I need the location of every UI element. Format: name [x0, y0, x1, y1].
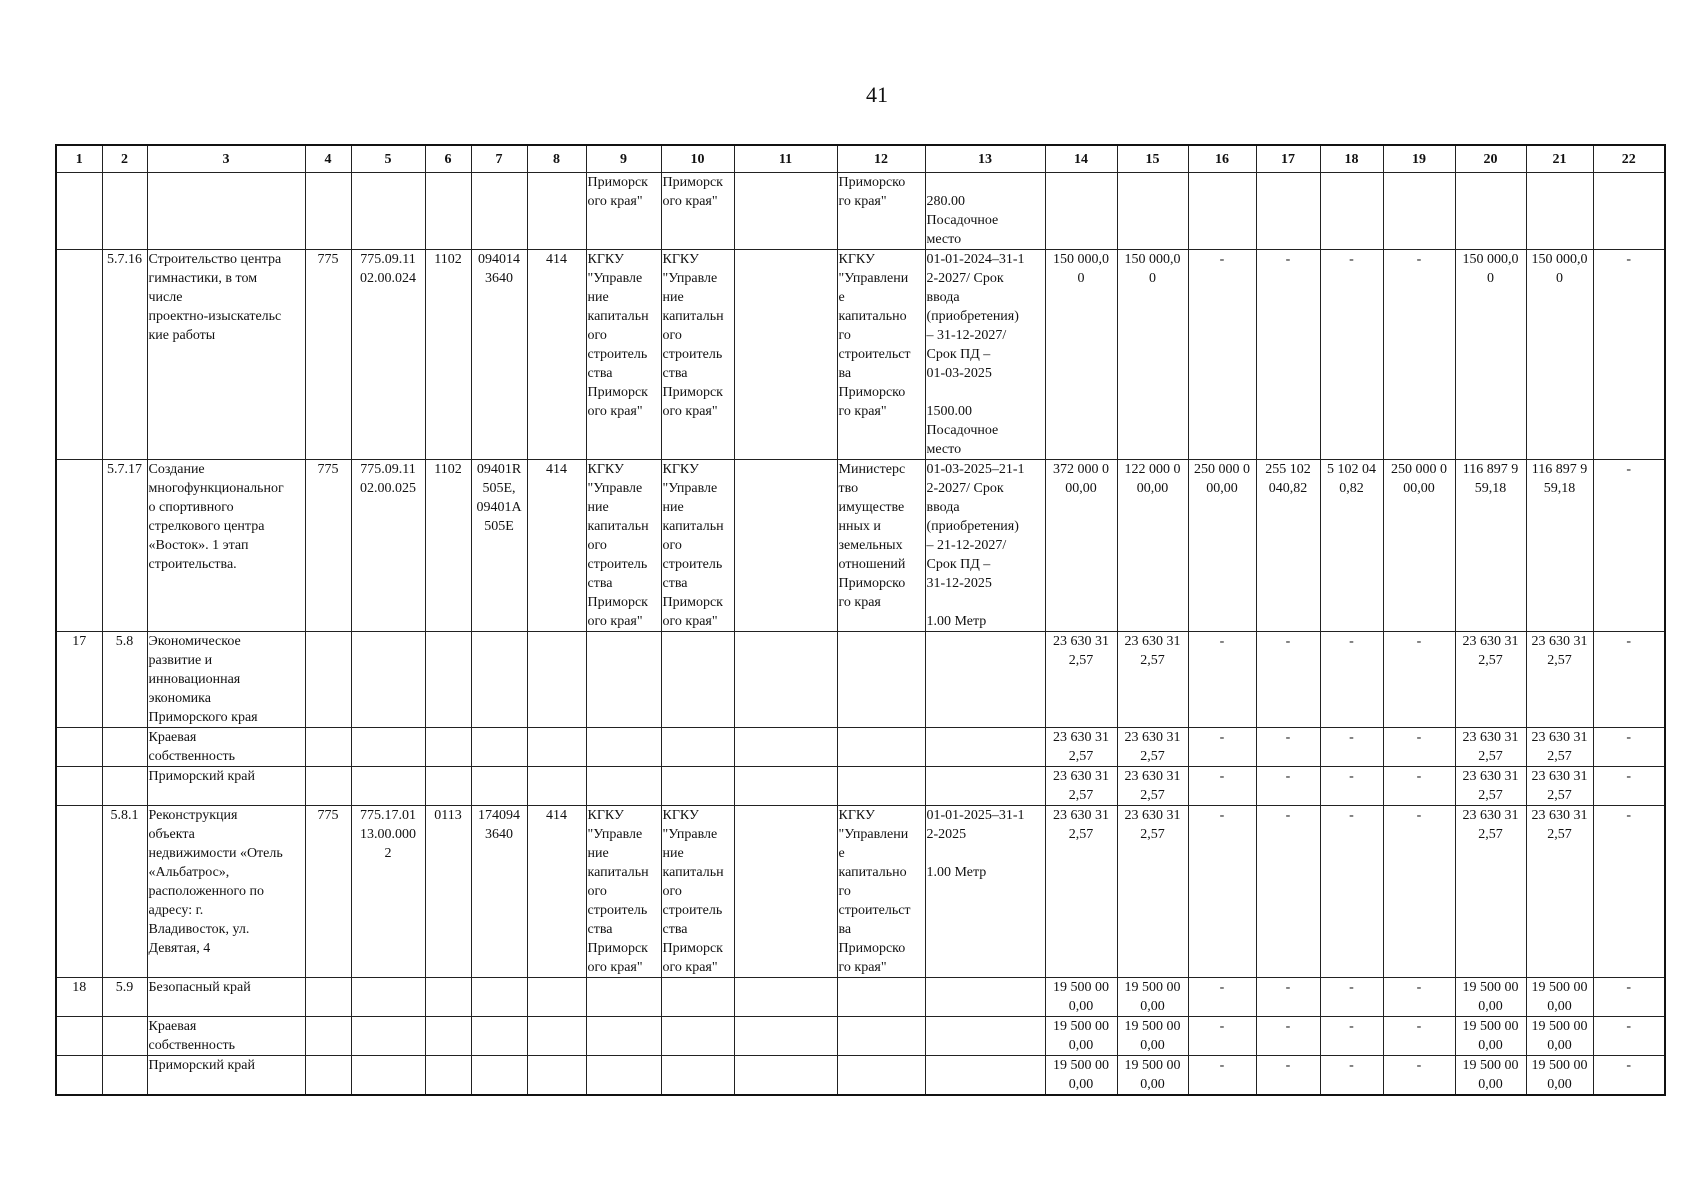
- table-cell: [56, 806, 102, 978]
- table-cell: 23 630 31 2,57: [1117, 728, 1188, 767]
- table-row: [56, 250, 1665, 460]
- table-cell: 09401R 505E, 09401A 505E: [471, 460, 527, 632]
- table-cell: Создание многофункциональног о спортивного стрелкового центра «Восток». 1 этап строительства.: [147, 460, 305, 632]
- table-cell: 18: [56, 978, 102, 1017]
- table-cell: 775: [305, 250, 351, 460]
- table-cell: -: [1256, 250, 1320, 460]
- table-cell: [351, 767, 425, 806]
- table-cell: Приморск ого края": [586, 173, 661, 250]
- table-cell: 5.7.17: [102, 460, 147, 632]
- table-cell: 19 500 00 0,00: [1117, 1017, 1188, 1056]
- table-cell: [351, 632, 425, 728]
- table-cell: -: [1383, 250, 1455, 460]
- table-cell: [527, 728, 586, 767]
- table-cell: [305, 173, 351, 250]
- table-cell: -: [1320, 767, 1383, 806]
- table-cell: 23 630 31 2,57: [1455, 728, 1526, 767]
- table-cell: 1102: [425, 460, 471, 632]
- table-cell: 19 500 00 0,00: [1045, 1056, 1117, 1096]
- table-cell: [351, 728, 425, 767]
- table-cell: [56, 1017, 102, 1056]
- table-cell: [56, 767, 102, 806]
- table-cell: 150 000,0 0: [1117, 250, 1188, 460]
- table-cell: КГКУ "Управле ние капитальн ого строитель ства Приморск ого края": [586, 250, 661, 460]
- table-cell: -: [1320, 978, 1383, 1017]
- table-cell: [351, 978, 425, 1017]
- table-cell: -: [1593, 1056, 1665, 1096]
- table-cell: [734, 173, 837, 250]
- table-cell: Приморский край: [147, 767, 305, 806]
- table-cell: 19 500 00 0,00: [1455, 978, 1526, 1017]
- table-cell: [425, 632, 471, 728]
- table-cell: 19 500 00 0,00: [1455, 1017, 1526, 1056]
- table-cell: -: [1593, 632, 1665, 728]
- table-cell: [837, 1017, 925, 1056]
- table-cell: [734, 767, 837, 806]
- table-cell: [102, 173, 147, 250]
- table-cell: 19 500 00 0,00: [1526, 978, 1593, 1017]
- table-cell: 19 500 00 0,00: [1045, 978, 1117, 1017]
- table-cell: 23 630 31 2,57: [1526, 806, 1593, 978]
- table-cell: [527, 632, 586, 728]
- table-cell: [1593, 173, 1665, 250]
- table-cell: -: [1383, 632, 1455, 728]
- header-cell: 17: [1256, 145, 1320, 173]
- header-cell: 11: [734, 145, 837, 173]
- table-cell: КГКУ "Управле ние капитальн ого строитель ства Приморск ого края": [661, 806, 734, 978]
- table-cell: 23 630 31 2,57: [1455, 806, 1526, 978]
- table-cell: 5.9: [102, 978, 147, 1017]
- header-cell: 12: [837, 145, 925, 173]
- table-cell: [1256, 173, 1320, 250]
- table-cell: [351, 1056, 425, 1096]
- table-cell: КГКУ "Управле ние капитальн ого строитель ства Приморск ого края": [586, 806, 661, 978]
- table-cell: [586, 632, 661, 728]
- table-cell: [471, 978, 527, 1017]
- table-cell: [425, 767, 471, 806]
- table-cell: -: [1383, 978, 1455, 1017]
- table-cell: -: [1188, 632, 1256, 728]
- table-cell: [425, 1056, 471, 1096]
- table-cell: [471, 173, 527, 250]
- table-cell: -: [1593, 728, 1665, 767]
- table-cell: [586, 1056, 661, 1096]
- table-cell: 23 630 31 2,57: [1045, 632, 1117, 728]
- table-cell: 150 000,0 0: [1045, 250, 1117, 460]
- table-cell: -: [1593, 806, 1665, 978]
- table-cell: 5.8: [102, 632, 147, 728]
- header-cell: 6: [425, 145, 471, 173]
- table-cell: [305, 632, 351, 728]
- table-cell: [661, 767, 734, 806]
- table-cell: КГКУ "Управле ние капитальн ого строитель ства Приморск ого края": [661, 250, 734, 460]
- table-cell: 23 630 31 2,57: [1045, 806, 1117, 978]
- table-cell: 17: [56, 632, 102, 728]
- header-cell: 4: [305, 145, 351, 173]
- table-cell: -: [1383, 728, 1455, 767]
- table-cell: 372 000 0 00,00: [1045, 460, 1117, 632]
- table-cell: [351, 1017, 425, 1056]
- table-cell: -: [1593, 250, 1665, 460]
- table-row: [56, 978, 1665, 1017]
- table-cell: [527, 173, 586, 250]
- header-cell: 8: [527, 145, 586, 173]
- table-cell: 250 000 0 00,00: [1383, 460, 1455, 632]
- table-cell: 5.7.16: [102, 250, 147, 460]
- header-cell: 16: [1188, 145, 1256, 173]
- table-cell: -: [1256, 1017, 1320, 1056]
- table-row: [56, 1056, 1665, 1096]
- table-cell: КГКУ "Управлени е капитально го строительст ва Приморско го края": [837, 250, 925, 460]
- table-cell: 122 000 0 00,00: [1117, 460, 1188, 632]
- table-cell: [586, 728, 661, 767]
- table-cell: 01-01-2025–31-1 2-2025 1.00 Метр: [925, 806, 1045, 978]
- table-cell: 150 000,0 0: [1455, 250, 1526, 460]
- table-cell: [734, 728, 837, 767]
- table-cell: 0113: [425, 806, 471, 978]
- table-row: [56, 1017, 1665, 1056]
- table-cell: -: [1256, 806, 1320, 978]
- table-cell: -: [1383, 1017, 1455, 1056]
- table-cell: [837, 632, 925, 728]
- table-row: [56, 173, 1665, 250]
- table-row: [56, 632, 1665, 728]
- table-cell: -: [1188, 728, 1256, 767]
- table-cell: [925, 728, 1045, 767]
- table-cell: -: [1256, 978, 1320, 1017]
- table-cell: 280.00 Посадочное место: [925, 173, 1045, 250]
- table-cell: [471, 767, 527, 806]
- header-cell: 9: [586, 145, 661, 173]
- table-cell: 174094 3640: [471, 806, 527, 978]
- table-cell: [305, 1056, 351, 1096]
- table-cell: 01-03-2025–21-1 2-2027/ Срок ввода (приобретения) – 21-12-2027/ Срок ПД – 31-12-2025 1.00 Метр: [925, 460, 1045, 632]
- table-cell: [425, 1017, 471, 1056]
- table-cell: [527, 1017, 586, 1056]
- table-cell: -: [1320, 806, 1383, 978]
- header-cell: 5: [351, 145, 425, 173]
- table-cell: -: [1320, 632, 1383, 728]
- header-cell: 14: [1045, 145, 1117, 173]
- table-cell: 19 500 00 0,00: [1526, 1017, 1593, 1056]
- table-cell: [102, 1017, 147, 1056]
- header-row: [56, 145, 1665, 173]
- table-cell: 414: [527, 806, 586, 978]
- table-cell: [471, 728, 527, 767]
- table-cell: [586, 767, 661, 806]
- table-cell: -: [1320, 1056, 1383, 1096]
- table-cell: КГКУ "Управле ние капитальн ого строитель ства Приморск ого края": [586, 460, 661, 632]
- table-cell: 23 630 31 2,57: [1455, 632, 1526, 728]
- table-cell: [425, 173, 471, 250]
- table-cell: 5 102 04 0,82: [1320, 460, 1383, 632]
- table-cell: [1320, 173, 1383, 250]
- table-cell: [734, 1056, 837, 1096]
- table-cell: [734, 1017, 837, 1056]
- table-cell: Приморск ого края": [661, 173, 734, 250]
- table-cell: -: [1188, 978, 1256, 1017]
- table-cell: [925, 1056, 1045, 1096]
- table-cell: [586, 978, 661, 1017]
- table-cell: [56, 1056, 102, 1096]
- table-cell: Безопасный край: [147, 978, 305, 1017]
- table-cell: [925, 1017, 1045, 1056]
- page-number: 41: [866, 82, 888, 107]
- table-cell: -: [1320, 728, 1383, 767]
- table-cell: 23 630 31 2,57: [1526, 767, 1593, 806]
- table-cell: -: [1256, 767, 1320, 806]
- table-cell: 414: [527, 460, 586, 632]
- table-cell: Министерс тво имуществе нных и земельных отношений Приморско го края: [837, 460, 925, 632]
- table-cell: [425, 978, 471, 1017]
- table-cell: -: [1188, 1056, 1256, 1096]
- table-cell: [471, 1056, 527, 1096]
- table-cell: 23 630 31 2,57: [1526, 632, 1593, 728]
- table-cell: 1102: [425, 250, 471, 460]
- table-cell: [837, 1056, 925, 1096]
- table-cell: [471, 1017, 527, 1056]
- table-cell: [925, 978, 1045, 1017]
- table-cell: [102, 728, 147, 767]
- table-cell: [527, 978, 586, 1017]
- table-cell: [925, 632, 1045, 728]
- table-cell: Реконструкция объекта недвижимости «Отель «Альбатрос», расположенного по адресу: г. Владивосток, ул. Девятая, 4: [147, 806, 305, 978]
- table-cell: 775.17.01 13.00.000 2: [351, 806, 425, 978]
- table-cell: 414: [527, 250, 586, 460]
- table-cell: [305, 978, 351, 1017]
- header-cell: 15: [1117, 145, 1188, 173]
- table-cell: [925, 767, 1045, 806]
- table-cell: 19 500 00 0,00: [1455, 1056, 1526, 1096]
- table-cell: [1526, 173, 1593, 250]
- table-cell: [56, 728, 102, 767]
- table-cell: -: [1188, 767, 1256, 806]
- table-cell: [734, 460, 837, 632]
- table-cell: -: [1256, 1056, 1320, 1096]
- table-cell: [56, 250, 102, 460]
- table-cell: [1383, 173, 1455, 250]
- table-cell: 255 102 040,82: [1256, 460, 1320, 632]
- table-cell: -: [1383, 806, 1455, 978]
- table-cell: 775.09.11 02.00.025: [351, 460, 425, 632]
- table-cell: [734, 632, 837, 728]
- table-cell: 116 897 9 59,18: [1526, 460, 1593, 632]
- table-row: [56, 806, 1665, 978]
- table-cell: 116 897 9 59,18: [1455, 460, 1526, 632]
- header-cell: 1: [56, 145, 102, 173]
- table-cell: [102, 767, 147, 806]
- table-cell: Строительство центра гимнастики, в том числе проектно-изыскательс кие работы: [147, 250, 305, 460]
- table-cell: 23 630 31 2,57: [1117, 806, 1188, 978]
- header-cell: 7: [471, 145, 527, 173]
- table-cell: -: [1188, 1017, 1256, 1056]
- table-cell: [425, 728, 471, 767]
- table-cell: [661, 978, 734, 1017]
- table-cell: [734, 978, 837, 1017]
- table-cell: 19 500 00 0,00: [1117, 978, 1188, 1017]
- table-cell: -: [1320, 1017, 1383, 1056]
- table-cell: 19 500 00 0,00: [1045, 1017, 1117, 1056]
- table-cell: [1117, 173, 1188, 250]
- table-cell: [661, 1056, 734, 1096]
- table-cell: 19 500 00 0,00: [1117, 1056, 1188, 1096]
- header-cell: 10: [661, 145, 734, 173]
- table-cell: -: [1188, 806, 1256, 978]
- table-cell: 5.8.1: [102, 806, 147, 978]
- table-cell: [837, 767, 925, 806]
- table-cell: [305, 767, 351, 806]
- table-cell: -: [1593, 978, 1665, 1017]
- table-cell: -: [1593, 460, 1665, 632]
- table-cell: [661, 728, 734, 767]
- table-cell: [734, 250, 837, 460]
- table-cell: 775: [305, 806, 351, 978]
- table-cell: Краевая собственность: [147, 1017, 305, 1056]
- table-cell: [1045, 173, 1117, 250]
- table-cell: -: [1383, 767, 1455, 806]
- table-cell: 094014 3640: [471, 250, 527, 460]
- table-cell: 19 500 00 0,00: [1526, 1056, 1593, 1096]
- header-cell: 19: [1383, 145, 1455, 173]
- table-cell: [661, 1017, 734, 1056]
- table-cell: -: [1593, 1017, 1665, 1056]
- table-cell: -: [1256, 728, 1320, 767]
- table-cell: [586, 1017, 661, 1056]
- table-cell: [1455, 173, 1526, 250]
- table-cell: [56, 173, 102, 250]
- table-cell: [1188, 173, 1256, 250]
- table-cell: [102, 1056, 147, 1096]
- table-cell: 23 630 31 2,57: [1045, 767, 1117, 806]
- table-cell: -: [1383, 1056, 1455, 1096]
- table-cell: -: [1593, 767, 1665, 806]
- table-cell: [527, 1056, 586, 1096]
- table-row: [56, 767, 1665, 806]
- table-cell: [471, 632, 527, 728]
- table-cell: КГКУ "Управлени е капитально го строительст ва Приморско го края": [837, 806, 925, 978]
- table-cell: -: [1188, 250, 1256, 460]
- table-cell: -: [1256, 632, 1320, 728]
- table-cell: 775.09.11 02.00.024: [351, 250, 425, 460]
- table-cell: [305, 1017, 351, 1056]
- table-cell: 23 630 31 2,57: [1117, 632, 1188, 728]
- table-cell: [305, 728, 351, 767]
- header-cell: 22: [1593, 145, 1665, 173]
- table-cell: -: [1320, 250, 1383, 460]
- table-cell: [734, 806, 837, 978]
- table-cell: Приморский край: [147, 1056, 305, 1096]
- table-cell: [527, 767, 586, 806]
- table-cell: 775: [305, 460, 351, 632]
- table-cell: [837, 728, 925, 767]
- table-cell: 23 630 31 2,57: [1117, 767, 1188, 806]
- table-cell: [56, 460, 102, 632]
- budget-table: [55, 144, 1666, 1096]
- header-cell: 20: [1455, 145, 1526, 173]
- table-cell: [661, 632, 734, 728]
- header-cell: 2: [102, 145, 147, 173]
- table-cell: 250 000 0 00,00: [1188, 460, 1256, 632]
- table-cell: 150 000,0 0: [1526, 250, 1593, 460]
- table-cell: 23 630 31 2,57: [1526, 728, 1593, 767]
- table-cell: Краевая собственность: [147, 728, 305, 767]
- table-cell: [837, 978, 925, 1017]
- table-cell: [351, 173, 425, 250]
- header-cell: 21: [1526, 145, 1593, 173]
- table-cell: КГКУ "Управле ние капитальн ого строитель ства Приморск ого края": [661, 460, 734, 632]
- table-row: [56, 460, 1665, 632]
- table-cell: Приморско го края": [837, 173, 925, 250]
- table-cell: Экономическое развитие и инновационная экономика Приморского края: [147, 632, 305, 728]
- table-cell: [147, 173, 305, 250]
- table-cell: 23 630 31 2,57: [1045, 728, 1117, 767]
- header-cell: 13: [925, 145, 1045, 173]
- table-cell: 01-01-2024–31-1 2-2027/ Срок ввода (приобретения) – 31-12-2027/ Срок ПД – 01-03-2025 1500.00 Посадочное место: [925, 250, 1045, 460]
- table-cell: 23 630 31 2,57: [1455, 767, 1526, 806]
- header-cell: 3: [147, 145, 305, 173]
- table-row: [56, 728, 1665, 767]
- header-cell: 18: [1320, 145, 1383, 173]
